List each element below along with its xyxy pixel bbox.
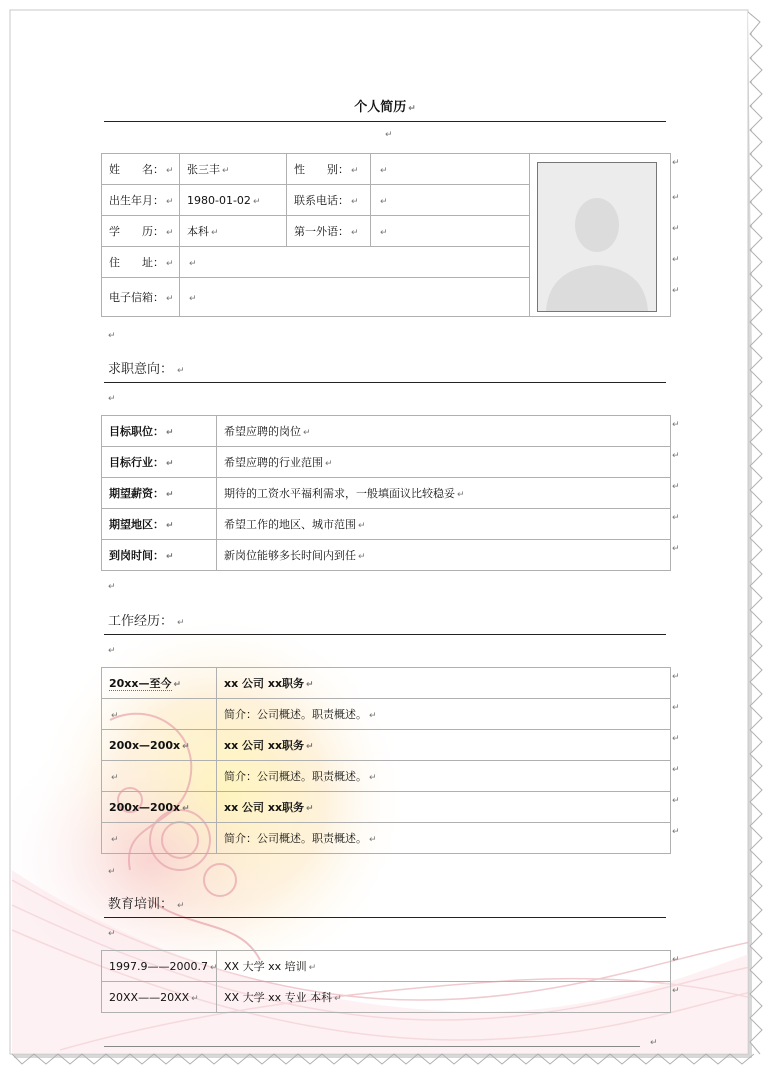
birth-label: 出生年月： ↵ [102, 185, 180, 216]
paragraph-mark: ↵ [650, 1038, 658, 1048]
paragraph-mark: ↵ [334, 994, 342, 1004]
work-company-text: xx 公司 xx职务 [224, 677, 305, 690]
education-table [101, 950, 671, 1013]
objective-heading: 求职意向： ↵ [108, 362, 185, 377]
objective-value[interactable] [217, 478, 671, 509]
work-company-text: xx 公司 xx职务 [224, 739, 305, 752]
education-detail[interactable] [217, 982, 671, 1013]
paragraph-mark: ↵ [308, 963, 317, 973]
objective-label [102, 416, 217, 447]
education-value[interactable]: 本科 ↵ [180, 216, 287, 247]
paragraph-mark: ↵ [358, 521, 366, 531]
education-label: 学 历： ↵ [102, 216, 180, 247]
paragraph-mark: ↵ [408, 104, 416, 114]
paragraph-mark: ↵ [111, 772, 119, 783]
objective-value-text: 希望应聘的行业范围 [224, 456, 323, 469]
education-period-text: 1997.9——2000.7 [109, 959, 208, 973]
work-description[interactable] [217, 823, 671, 854]
paragraph-mark: ↵ [166, 428, 174, 438]
row-mark: ↵ [672, 703, 680, 713]
row-mark: ↵ [672, 224, 680, 234]
work-heading: 工作经历： ↵ [108, 614, 185, 629]
row-mark: ↵ [672, 286, 680, 296]
work-period[interactable] [102, 699, 217, 730]
work-row [102, 761, 671, 792]
education-detail[interactable] [217, 951, 671, 982]
objective-value[interactable] [217, 416, 671, 447]
objective-value[interactable] [217, 509, 671, 540]
work-table [101, 667, 671, 854]
paragraph-mark: ↵ [306, 742, 314, 752]
objective-row [102, 509, 671, 540]
resume-title [104, 96, 666, 115]
paragraph-mark: ↵ [191, 993, 199, 1004]
phone-label: 联系电话： ↵ [287, 185, 371, 216]
work-period[interactable] [102, 792, 217, 823]
row-mark: ↵ [672, 827, 680, 837]
row-mark: ↵ [672, 482, 680, 492]
birth-value[interactable]: 1980-01-02 ↵ [180, 185, 287, 216]
language-value[interactable]: ↵ [371, 216, 530, 247]
row-mark: ↵ [672, 765, 680, 775]
email-value[interactable]: ↵ [180, 278, 530, 317]
paragraph-mark: ↵ [358, 552, 366, 562]
email-label: 电子信箱： ↵ [102, 278, 180, 317]
work-period[interactable] [102, 668, 217, 699]
row-mark: ↵ [672, 451, 680, 461]
row-mark: ↵ [672, 420, 680, 430]
address-value[interactable]: ↵ [180, 247, 530, 278]
objective-value[interactable] [217, 540, 671, 571]
education-period-text: 20XX——20XX [109, 990, 190, 1004]
paragraph-mark: ↵ [108, 582, 116, 592]
paragraph-mark: ↵ [457, 490, 465, 500]
row-mark: ↵ [672, 734, 680, 744]
row-mark: ↵ [672, 796, 680, 806]
paragraph-mark: ↵ [182, 741, 190, 752]
objective-row [102, 540, 671, 571]
photo-placeholder[interactable] [537, 162, 657, 312]
objective-label [102, 540, 217, 571]
objective-label-text: 期望地区： [109, 518, 164, 531]
work-underline [104, 634, 666, 635]
education-heading: 教育培训： ↵ [108, 897, 185, 912]
objective-value-text: 希望工作的地区、城市范围 [224, 518, 356, 531]
education-underline [104, 917, 666, 918]
work-company[interactable] [217, 668, 671, 699]
objective-row [102, 416, 671, 447]
objective-label-text: 目标职位： [109, 425, 164, 438]
objective-underline [104, 382, 666, 383]
work-period-text: 20xx—至今 [109, 677, 172, 690]
row-mark: ↵ [672, 255, 680, 265]
row-mark: ↵ [672, 672, 680, 682]
objective-label [102, 447, 217, 478]
language-label: 第一外语： ↵ [287, 216, 371, 247]
education-row [102, 982, 671, 1013]
work-row [102, 792, 671, 823]
paragraph-mark: ↵ [369, 773, 377, 783]
paragraph-mark: ↵ [209, 962, 218, 973]
paragraph-mark: ↵ [108, 646, 116, 656]
title-text: 个人简历 [354, 100, 407, 115]
address-label: 住 址： ↵ [102, 247, 180, 278]
paragraph-mark: ↵ [166, 552, 174, 562]
objective-label [102, 478, 217, 509]
work-row [102, 668, 671, 699]
work-description-text: 简介：公司概述。职责概述。 [224, 708, 367, 721]
row-mark: ↵ [672, 986, 680, 996]
objective-row [102, 478, 671, 509]
objective-label-text: 目标行业： [109, 456, 164, 469]
objective-value-text: 期待的工资水平福利需求，一般填面议比较稳妥 [224, 487, 455, 500]
name-value[interactable]: 张三丰 ↵ [180, 154, 287, 185]
row-mark: ↵ [672, 513, 680, 523]
work-period-text: 200x—200x [109, 738, 181, 752]
paragraph-mark: ↵ [111, 834, 119, 845]
paragraph-mark: ↵ [325, 459, 333, 469]
work-company[interactable] [217, 792, 671, 823]
work-period[interactable] [102, 761, 217, 792]
work-company[interactable] [217, 730, 671, 761]
paragraph-mark: ↵ [108, 394, 116, 404]
paragraph-mark: ↵ [306, 804, 314, 814]
work-row [102, 730, 671, 761]
row-mark: ↵ [672, 158, 680, 168]
work-row [102, 823, 671, 854]
paragraph-mark: ↵ [385, 130, 393, 140]
title-underline [104, 121, 666, 122]
work-row [102, 699, 671, 730]
education-period[interactable] [102, 951, 217, 982]
objective-label-text: 期望薪资： [109, 487, 164, 500]
paragraph-mark: ↵ [306, 680, 314, 690]
objective-table [101, 415, 671, 571]
work-description-text: 简介：公司概述。职责概述。 [224, 832, 367, 845]
paragraph-mark: ↵ [303, 428, 311, 438]
paragraph-mark: ↵ [166, 459, 174, 469]
row-mark: ↵ [672, 955, 680, 965]
gender-value[interactable]: ↵ [371, 154, 530, 185]
phone-value[interactable]: ↵ [371, 185, 530, 216]
row-mark: ↵ [672, 193, 680, 203]
objective-row [102, 447, 671, 478]
work-period[interactable] [102, 823, 217, 854]
education-detail-text: XX 大学 xx 专业 本科 [224, 991, 333, 1004]
work-description[interactable] [217, 699, 671, 730]
work-description-text: 简介：公司概述。职责概述。 [224, 770, 367, 783]
objective-label-text: 到岗时间： [109, 549, 164, 562]
objective-value-text: 新岗位能够多长时间内到任 [224, 549, 356, 562]
row-mark: ↵ [672, 544, 680, 554]
objective-value[interactable] [217, 447, 671, 478]
education-row [102, 951, 671, 982]
work-description[interactable] [217, 761, 671, 792]
paragraph-mark: ↵ [108, 867, 116, 877]
name-label: 姓 名： ↵ [102, 154, 180, 185]
paragraph-mark: ↵ [166, 521, 174, 531]
objective-value-text: 希望应聘的岗位 [224, 425, 301, 438]
education-detail-text: XX 大学 xx 培训 [224, 960, 307, 973]
paragraph-mark: ↵ [108, 331, 116, 341]
person-silhouette-icon [538, 163, 656, 311]
education-period[interactable] [102, 982, 217, 1013]
paragraph-mark: ↵ [173, 680, 182, 690]
objective-label [102, 509, 217, 540]
footer-rule [104, 1046, 640, 1047]
paragraph-mark: ↵ [369, 711, 377, 721]
paragraph-mark: ↵ [108, 929, 116, 939]
paragraph-mark: ↵ [111, 710, 119, 721]
paragraph-mark: ↵ [369, 835, 377, 845]
paragraph-mark: ↵ [182, 803, 190, 814]
gender-label: 性 别： ↵ [287, 154, 371, 185]
work-period[interactable] [102, 730, 217, 761]
paragraph-mark: ↵ [166, 490, 174, 500]
work-period-text: 200x—200x [109, 800, 181, 814]
work-company-text: xx 公司 xx职务 [224, 801, 305, 814]
